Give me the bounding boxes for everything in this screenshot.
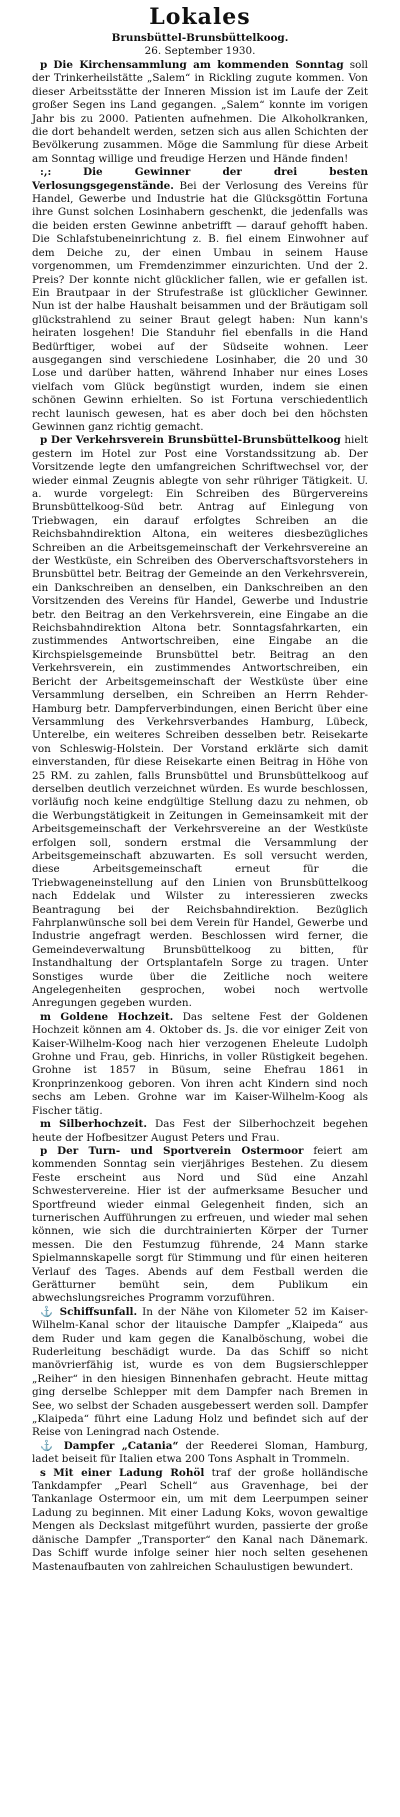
article-body: In der Nähe von Kilometer 52 im Kaiser-Wilhelm-Kanal schor der litauische Dampfer „Klaipeda“ aus dem Ruder und kam gegen die Kanalböschung, wobei die Ruderleitung beschädigt wurde. Da das Schiff so nicht manövrierfähig ist, wurde es von dem Bugsierschlepper „Reiher“ in den hiesigen Binnenhafen gebracht. Heute mittag ging derselbe Schlepper mit dem Dampfer nach Bremen in See, wo selbst der Schaden ausgebessert werden soll. Dampfer „Klaipeda“ führt eine Ladung Holz und befindet sich auf der Reise von Leningrad nach Ostende.: [32, 1305, 368, 1439]
article-lead: Die Kirchensammlung am kommenden Sonntag: [53, 59, 344, 71]
dateline-place: Brunsbüttel-Brunsbüttelkoog.: [111, 32, 289, 44]
article-body: Das seltene Fest der Goldenen Hochzeit können am 4. Oktober ds. Js. die vor einiger Zeit von Kaiser-Wilhelm-Koog nach hier verzogenen Eheleute Ludolph Grohne und Frau, geb. Hinrichs, in voller Rüstigkeit begehen. Grohne ist 1857 in Büsum, seine Ehefrau 1861 in Kronprinzenkoog geboren. Von ihren acht Kindern sind noch sechs am Leben. Grohne war im Kaiser-Wilhelm-Koog als Fischer tätig.: [32, 1010, 368, 1117]
article-schiffsunfall: [32, 1306, 368, 1440]
article-lead: Goldene Hochzeit.: [60, 1010, 174, 1023]
article-rohoel: [32, 1467, 368, 1574]
article-body: traf der große holländische Tankdampfer „Pearl Schell“ aus Gravenhage, bei der Tankanlage Ostermoor ein, um mit dem Leerpumpen seiner Ladung zu beginnen. Mit einer Ladung Koks, wovon gewaltige Mengen als Deckslast mitgeführt wurden, passierte der große dänische Dampfer „Transporter“ den Kanal nach Dänemark. Das Schiff wurde infolge seiner hier noch selten gesehenen Mastenaufbauten von zahlreichen Schaulustigen bewundert.: [32, 1466, 368, 1573]
article-body: Bei der Verlosung des Vereins für Handel, Gewerbe und Industrie hat die Glücksgöttin Fortuna ihre Gunst solchen Losinhabern geschenkt, die jedenfalls was die beiden ersten Gewinne anbetrifft — darauf gehofft haben. Die Schlafstubeneinrichtung z. B. fiel einem Einwohner auf dem Deiche zu, der einen Umbau in seinem Hause vorgenommen, um Fremdenzimmer einzurichten. Und der 2. Preis? Der konnte nicht glücklicher fallen, wie er gefallen ist. Ein Brautpaar in der Strufestraße ist glücklicher Gewinner. Nun ist der halbe Haushalt beisammen und der Bräutigam soll glückstrahlend zu seiner Braut gelegt haben: Nun kann's heiraten losgehen! Die Standuhr fiel ebenfalls in die Hand Bedürftiger, wobei auf der Südseite wohnen. Leer ausgegangen sind verschiedene Losinhaber, die 20 und 30 Lose und darüber hatten, während Inhaber nur eines Loses vielfach vom Glück begünstigt wurden, indem sie einen schönen Gewinn erhielten. So ist Fortuna verschiedentlich recht launisch gewesen, hat es aber doch bei den höchsten Gewinnen ganz richtig gemacht.: [32, 179, 368, 433]
article-body: hielt gestern im Hotel zur Post eine Vorstandssitzung ab. Der Vorsitzende legte den umfangreichen Schriftwechsel vor, der wieder einmal Zeugnis ablegte von sehr rühriger Tätigkeit. U. a. wurde vorgelegt: Ein Schreiben des Bürgervereins Brunsbüttelkoog-Süd betr. Antrag auf Einlegung von Triebwagen, ein darauf erfolgtes Schreiben an die Reichsbahndirektion Altona, ein weiteres diesbezügliches Schreiben an die Arbeitsgemeinschaft der Verkehrsvereine an der Westküste, ein Schreiben des Oberverschaftsvorstehers in Brunsbüttel betr. Beitrag der Gemeinde an den Verkehrsverein, ein Dankschreiben an denselben, ein Dankschreiben an den Vorsitzenden des Vereins für Handel, Gewerbe und Industrie betr. den Beitrag an den Verkehrsverein, eine Eingabe an die Reichsbahndirektion Altona betr. Sonntagsfahrkarten, ein zustimmendes Antwortschreiben, eine Eingabe an die Kirchspielsgemeinde Brunsbüttel betr. Beitrag an den Verkehrsverein, ein zustimmendes Antwortschreiben, ein Bericht der Arbeitsgemeinschaft der Westküste über eine Versammlung derselben, ein Schreiben an Herrn Rehder-Hamburg betr. Dampferverbindungen, einen Bericht über eine Versammlung des Verkehrsverbandes Hamburg, Lübeck, Unterelbe, ein weiteres Schreiben desselben betr. Reisekarte von Schleswig-Holstein. Der Vorstand erklärte sich damit einverstanden, für diese Reisekarte einen Beitrag in Höhe von 25 RM. zu zahlen, falls Brunsbüttel und Brunsbüttelkoog auf derselben deutlich verzeichnet würden. Es wurde beschlossen, vorläufig noch keine endgültige Stellung dazu zu nehmen, ob die Werbungstätigkeit in Zeitungen in Gemeinsamkeit mit der Arbeitsgemeinschaft der Verkehrsvereine an der Westküste erfolgen soll, sondern erstmal die Versammlung der Arbeitsgemeinschaft abzuwarten. Es soll versucht werden, diese Arbeitsgemeinschaft erneut für die Triebwageneinstellung auf den Linien von Brunsbüttelkoog nach Eddelak und Wilster zu interessieren zwecks Beantragung bei der Reichsbahndirektion. Bezüglich Fahrplanwünsche soll bei dem Verein für Handel, Gewerbe und Industrie angefragt werden. Beschlossen wird ferner, die Gemeindeverwaltung Brunsbüttelkoog zu bitten, für Instandhaltung der Ortsplantafeln Sorge zu tragen. Unter Sonstiges wurde über die Zeitliche noch weitere Angelegenheiten gesprochen, wobei noch wertvolle Anregungen gegeben wurden.: [32, 434, 368, 1010]
article-lead: Dampfer „Catania“: [63, 1439, 179, 1452]
article-turnverein: [32, 1145, 368, 1306]
article-lead: Der Verkehrsverein Brunsbüttel-Brunsbüttelkoog: [50, 434, 341, 447]
section-title: Lokales: [149, 4, 251, 30]
dateline-date: 26. September 1930.: [144, 45, 256, 57]
article-silberhochzeit: [32, 1118, 368, 1145]
anchor-icon: ⚓: [40, 1305, 55, 1318]
article-body: Das Fest der Silberhochzeit begehen heute der Hofbesitzer August Peters und Frau.: [32, 1118, 369, 1144]
article-goldene-hochzeit: [32, 1011, 368, 1118]
article-kirchensammlung: [32, 59, 368, 166]
article-lead: Die Gewinner der drei besten Verlosungsgegenstände.: [32, 166, 368, 192]
article-lead: Schiffsunfall.: [59, 1305, 138, 1318]
article-kicker: m: [40, 1118, 51, 1131]
article-kicker: :,:: [40, 166, 52, 179]
article-verlosung: [32, 166, 368, 434]
article-lead: Mit einer Ladung Rohöl: [53, 1466, 205, 1479]
newspaper-page: [28, 0, 372, 1817]
article-body: soll der Trinkerheilstätte „Salem“ in Rickling zugute kommen. Von dieser Arbeitsstätte der Inneren Mission ist im Laufe der Zeit großer Segen ins Land gegangen. „Salem“ konnte im vorigen Jahr bis zu 2000. Patienten aufnehmen. Die Alkoholkranken, die dort behandelt werden, setzen sich aus allen Schichten der Bevölkerung zusammen. Möge die Sammlung für diese Arbeit am Sonntag willige und freudige Herzen und Hände finden!: [32, 59, 369, 165]
article-kicker: p: [40, 1144, 48, 1157]
article-catania: [32, 1440, 368, 1467]
article-kicker: p: [40, 59, 48, 71]
article-lead: Silberhochzeit.: [58, 1118, 147, 1131]
article-kicker: p: [40, 434, 48, 447]
dateline: [32, 32, 368, 58]
article-body: der Reederei Sloman, Hamburg, ladet beiseit für Italien etwa 200 Tons Asphalt in Trommeln.: [32, 1439, 368, 1466]
anchor-icon: ⚓: [40, 1439, 57, 1452]
article-lead: Der Turn- und Sportverein Ostermoor: [57, 1144, 304, 1157]
article-kicker: m: [40, 1010, 51, 1023]
article-verkehrsverein: [32, 434, 368, 1010]
article-kicker: s: [40, 1466, 46, 1479]
article-body: feiert am kommenden Sonntag sein vierjähriges Bestehen. Zu diesem Feste erscheint aus Nord und Süd eine Anzahl Schwestervereine. Hier ist der aufmerksame Besucher und Sportfreund wieder einmal Gelegenheit finden, sich an turnerischen Aufführungen zu erfreuen, und wieder mal sehen können, wie sich die durchtrainierten Körper der Turner messen. Die den Festumzug führende, 24 Mann starke Spielmannskapelle sorgt für Stimmung und für einen heiteren Verlauf des Tages. Abends auf dem Festball werden die Gerätturner bemüht sein, dem Publikum ein abwechslungsreiches Programm vorzuführen.: [32, 1144, 368, 1305]
